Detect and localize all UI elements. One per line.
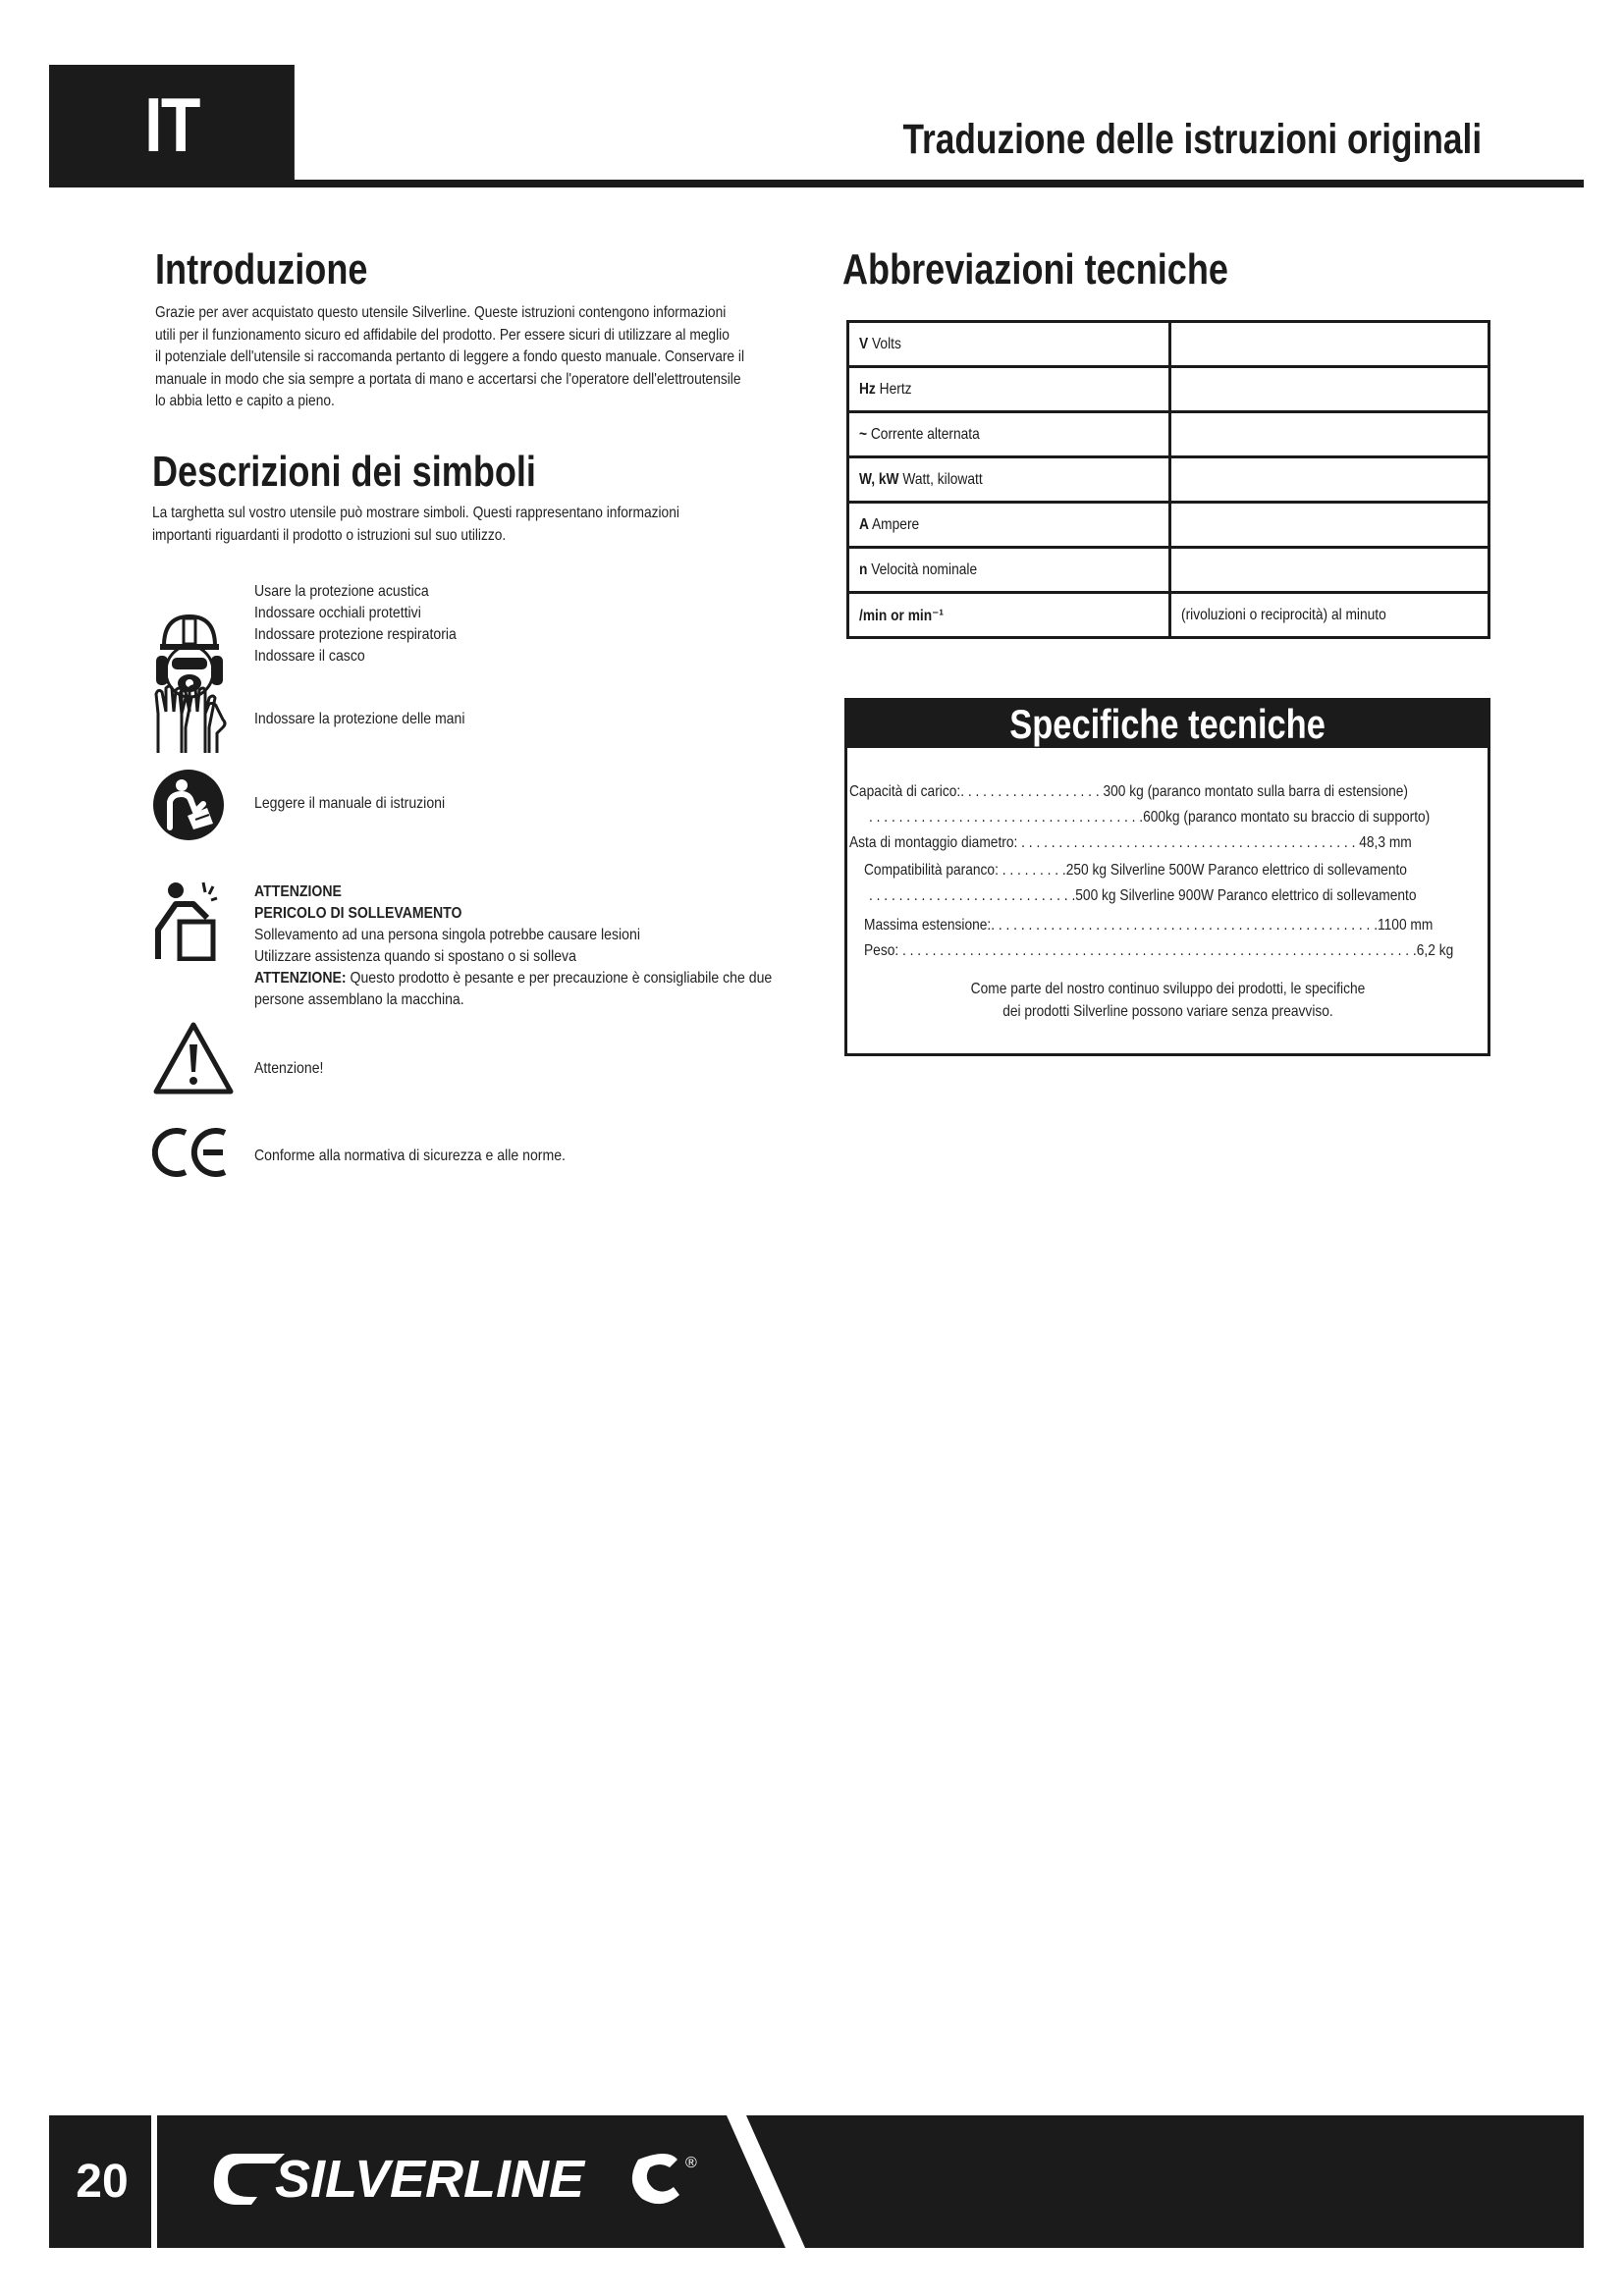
specs-note-line: dei prodotti Silverline possono variare senza preavviso. (1001, 1003, 1333, 1020)
abbr-cell (848, 412, 1170, 457)
symbols-intro (152, 503, 828, 547)
intro-heading: Introduzione (155, 245, 368, 294)
ppe-line: Usare la protezione acustica (254, 583, 429, 600)
abbr-meaning-cell (1170, 322, 1489, 367)
warning-triangle-icon (152, 1021, 235, 1100)
intro-paragraph (155, 302, 831, 413)
abbr-cell (848, 322, 1170, 367)
abbr-code: A (859, 515, 869, 533)
table-row (848, 503, 1489, 548)
page-number: 20 (76, 2156, 129, 2208)
abbr-cell (848, 457, 1170, 503)
lifting-subtitle: PERICOLO DI SOLLEVAMENTO (254, 905, 462, 922)
abbr-meaning-cell (1170, 412, 1489, 457)
language-code: IT (144, 80, 199, 168)
intro-line: lo abbia letto e capito a pieno. (155, 393, 335, 409)
table-row (848, 593, 1489, 638)
abbr-code: n (859, 561, 868, 578)
symbols-intro-line: La targhetta sul vostro utensile può mostrare simboli. Questi rappresentano informazioni (152, 505, 679, 521)
abbr-desc: Watt, kilowatt (898, 470, 983, 488)
brand-text: SILVERLINE (275, 2150, 585, 2209)
page-title: Traduzione delle istruzioni originali (902, 116, 1482, 163)
ppe-line: Indossare occhiali protettivi (254, 605, 421, 621)
specs-note (847, 978, 1488, 1023)
table-row (848, 322, 1489, 367)
lifting-warning-label: ATTENZIONE: (254, 970, 347, 987)
gloves-icon (152, 684, 231, 760)
abbreviations-heading: Abbreviazioni tecniche (842, 245, 1228, 294)
spec-line: Capacità di carico:. . . . . . . . . . . . . . . . . . . 300 kg (paranco montato sulla barra di estensione) (849, 783, 1409, 800)
abbr-meaning-cell: (rivoluzioni o reciprocità) al minuto (1170, 593, 1489, 638)
lifting-line: persone assemblano la macchina. (254, 991, 464, 1008)
silverline-logo (206, 2140, 736, 2223)
abbr-meaning-cell (1170, 503, 1489, 548)
specs-heading: Specifiche tecniche (1009, 701, 1326, 747)
intro-line: il potenziale dell'utensile si raccomanda pertanto di leggere a fondo questo manuale. Conservare il (155, 348, 745, 365)
warning-text: Attenzione! (254, 1060, 324, 1077)
abbr-desc: Hertz (875, 380, 912, 398)
abbr-cell (848, 503, 1170, 548)
footer-divider (151, 2115, 157, 2248)
ppe-text (254, 581, 457, 667)
specs-title-bar (847, 701, 1488, 748)
intro-line: Grazie per aver acquistato questo utensile Silverline. Queste istruzioni contengono informazioni (155, 304, 727, 321)
abbreviations-table (846, 320, 1490, 639)
abbr-code: V (859, 335, 869, 352)
spec-line: Compatibilità paranco: . . . . . . . . .250 kg Silverline 500W Paranco elettrico di sollevamento (864, 862, 1407, 879)
lifting-line: Utilizzare assistenza quando si spostano o si solleva (254, 948, 576, 965)
abbr-cell (848, 548, 1170, 593)
header-rule (49, 180, 1584, 187)
lifting-warning-text: Questo prodotto è pesante e per precauzione è consigliabile che due (346, 970, 773, 987)
lifting-text (254, 881, 772, 1011)
abbr-cell (848, 367, 1170, 412)
spec-line: Peso: . . . . . . . . . . . . . . . . . . . . . . . . . . . . . . . . . . . . . . . . . . . . . . . . . . . . . . . . . . . . . . . . . . . . .6,2 kg (864, 942, 1454, 959)
abbr-cell (848, 593, 1170, 638)
intro-line: manuale in modo che sia sempre a portata di mano e accertarsi che l'operatore dell'elettroutensile (155, 370, 741, 388)
intro-line: utili per il funzionamento sicuro ed affidabile del prodotto. Per essere sicuri di utilizzare al meglio (155, 326, 730, 344)
abbr-desc: Volts (868, 335, 901, 352)
lifting-title: ATTENZIONE (254, 883, 342, 900)
symbols-heading: Descrizioni dei simboli (152, 448, 536, 496)
abbr-code: Hz (859, 380, 876, 398)
table-row (848, 412, 1489, 457)
lifting-hazard-icon (152, 879, 227, 966)
symbols-intro-line: importanti riguardanti il prodotto o istruzioni sul suo utilizzo. (152, 526, 507, 544)
spec-line: Massima estensione:. . . . . . . . . . . . . . . . . . . . . . . . . . . . . . . . . . . . . . . . . . . . . . . . . . . .1100 mm (864, 917, 1434, 934)
spec-line: Asta di montaggio diametro: . . . . . . . . . . . . . . . . . . . . . . . . . . . . . . . . . . . . . . . . . . . . . 48,3 mm (849, 834, 1412, 851)
language-tab (49, 65, 295, 185)
abbr-meaning-cell (1170, 548, 1489, 593)
ce-text: Conforme alla normativa di sicurezza e alle norme. (254, 1148, 566, 1164)
table-row (848, 367, 1489, 412)
abbr-meaning-cell (1170, 367, 1489, 412)
abbr-code: ~ (859, 425, 868, 443)
manual-text: Leggere il manuale di istruzioni (254, 795, 446, 812)
gloves-text: Indossare la protezione delle mani (254, 711, 465, 727)
abbr-code: W, kW (859, 470, 899, 488)
read-manual-icon (152, 769, 225, 846)
specs-box (844, 698, 1490, 1056)
abbr-desc: Velocità nominale (867, 561, 978, 578)
table-row (848, 457, 1489, 503)
ppe-line: Indossare il casco (254, 648, 365, 665)
lifting-warning (254, 968, 772, 989)
specs-note-line: Come parte del nostro continuo sviluppo dei prodotti, le specifiche (970, 981, 1365, 997)
ppe-line: Indossare protezione respiratoria (254, 626, 457, 643)
spec-line: . . . . . . . . . . . . . . . . . . . . . . . . . . . .500 kg Silverline 900W Paranco elettrico di sollevamento (869, 887, 1417, 904)
table-row (848, 548, 1489, 593)
ce-mark-icon (152, 1127, 231, 1183)
registered-mark: ® (685, 2155, 697, 2171)
spec-line: . . . . . . . . . . . . . . . . . . . . . . . . . . . . . . . . . . . . .600kg (paranco montato su braccio di supporto) (869, 809, 1431, 826)
abbr-code: /min or min⁻¹ (859, 607, 944, 624)
lifting-line: Sollevamento ad una persona singola potrebbe causare lesioni (254, 927, 640, 943)
abbr-meaning-cell (1170, 457, 1489, 503)
abbr-desc: Ampere (868, 515, 920, 533)
abbr-desc: Corrente alternata (867, 425, 980, 443)
